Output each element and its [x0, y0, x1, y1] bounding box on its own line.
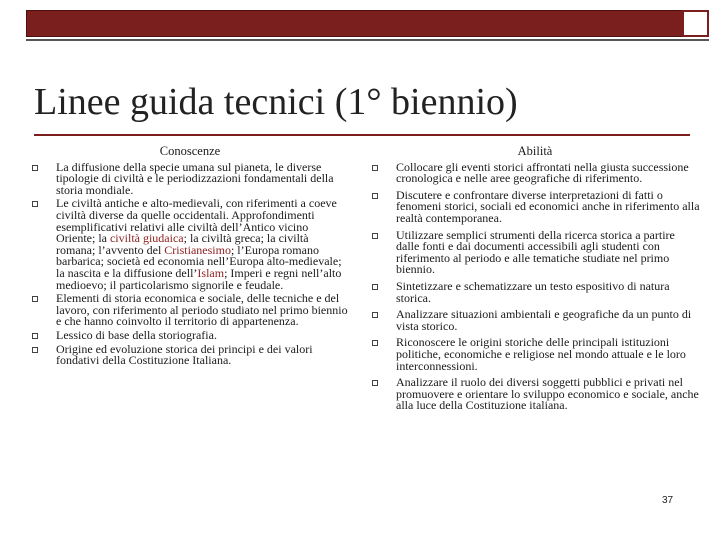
square-bullet-icon — [372, 340, 378, 346]
item-text: Discutere e confrontare diverse interpretazioni di fatti o fenomeni storici, sociali ed economici anche in riferimento alla realtà contemporanea. — [396, 187, 700, 225]
item-text: Utilizzare semplici strumenti della ricerca storica a partire dalle fonti e dai documenti accessibili agli studenti con riferimento al periodo e alle tematiche studiate nel primo biennio. — [396, 227, 675, 277]
square-bullet-icon — [372, 233, 378, 239]
list-item — [370, 187, 700, 225]
item-text: Lessico di base della storiografia. — [56, 327, 217, 342]
square-bullet-icon — [372, 312, 378, 318]
conoscenze-column — [30, 146, 350, 369]
item-text: Collocare gli eventi storici affrontati nella giusta successione cronologica e nelle aree geografiche di riferimento. — [396, 159, 689, 186]
item-text: Analizzare il ruolo dei diversi soggetti pubblici e privati nel promuovere e orientare lo sviluppo economico e sociale, anche alla luce della Costituzione italiana. — [396, 375, 699, 413]
item-text: ; la civiltà greca; la civiltà romana; l’avvento del — [56, 231, 309, 257]
item-text: ; Imperi e regni nell’alto medioevo; il particolarismo signorile e feudale. — [56, 265, 342, 292]
square-bullet-icon — [32, 333, 38, 339]
link-cristianesimo[interactable]: Cristianesimo — [164, 242, 231, 257]
title-rule — [34, 134, 690, 136]
header-bar — [26, 10, 709, 37]
page-number: 37 — [662, 495, 674, 506]
square-bullet-icon — [32, 347, 38, 353]
slide-title: Linee guida tecnici (1° biennio) — [34, 81, 518, 123]
item-text: Origine ed evoluzione storica dei principi e dei valori fondativi della Costituzione Italiana. — [56, 341, 313, 368]
header-underline — [26, 39, 709, 41]
item-text: La diffusione della specie umana sul pianeta, le diverse tipologie di civiltà e le periodizzazioni fondamentali della storia mondiale. — [56, 159, 334, 197]
square-bullet-icon — [32, 296, 38, 302]
abilita-column — [370, 146, 700, 417]
list-item — [370, 337, 700, 372]
conoscenze-list — [30, 159, 350, 368]
item-text: Elementi di storia economica e sociale, delle tecniche e del lavoro, con riferimento al periodo studiato nel primo biennio e che hanno coinvolto il territorio di appartenenza. — [56, 291, 348, 329]
corner-square — [682, 10, 709, 37]
list-item — [30, 159, 350, 197]
abilita-list — [370, 159, 700, 413]
list-item — [30, 293, 350, 328]
list-item — [370, 278, 700, 305]
item-text: ; l’Europa romano barbarica; società ed economia nell’Europa alto-medievale; la nascita e la diffusione dell’ — [56, 242, 342, 280]
list-item — [370, 377, 700, 412]
square-bullet-icon — [372, 193, 378, 199]
square-bullet-icon — [372, 165, 378, 171]
square-bullet-icon — [372, 380, 378, 386]
square-bullet-icon — [32, 201, 38, 207]
list-item — [30, 198, 350, 291]
item-text: Analizzare situazioni ambientali e geografiche da un punto di vista storico. — [396, 307, 692, 333]
list-item — [370, 159, 700, 186]
conoscenze-heading: Conoscenze — [159, 144, 221, 158]
list-item — [370, 309, 700, 332]
square-bullet-icon — [32, 165, 38, 171]
list-item — [30, 341, 350, 368]
item-text: Le civiltà antiche e alto-medievali, con riferimenti a coeve civiltà diverse da quelle occidentali. Approfondimenti esemplificativi relativi alle civiltà dell’Antico vicino Oriente; la — [56, 196, 337, 246]
list-item — [30, 327, 350, 342]
list-item — [370, 227, 700, 277]
item-text: Riconoscere le origini storiche delle principali istituzioni politiche, economiche e religiose nel mondo attuale e le loro interconnessioni. — [396, 335, 686, 373]
abilita-heading: Abilità — [517, 144, 553, 158]
link-islam[interactable]: Islam — [197, 265, 225, 280]
square-bullet-icon — [372, 284, 378, 290]
item-text: Sintetizzare e schematizzare un testo espositivo di natura storica. — [396, 278, 670, 305]
link-civilta-giudaica[interactable]: civiltà giudaica — [109, 231, 184, 246]
